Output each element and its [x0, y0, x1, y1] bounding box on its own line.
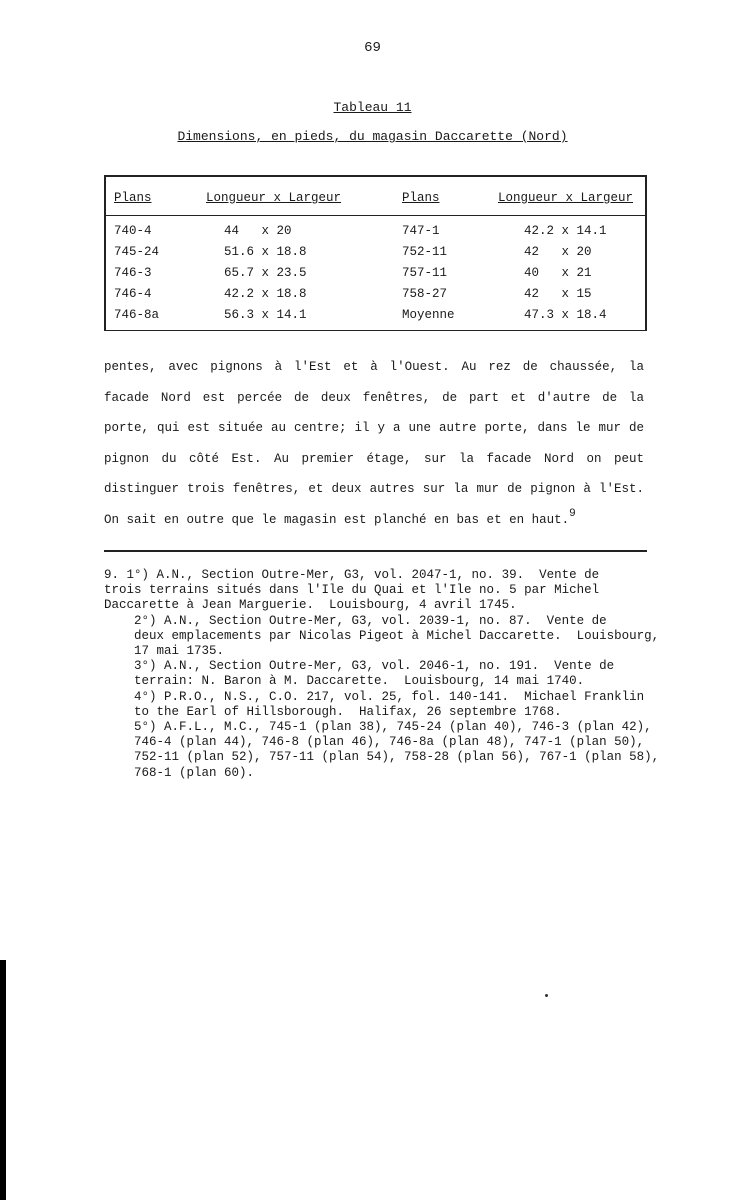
cell-dimensions-right: 42 x 15 — [524, 287, 592, 301]
cell-plan-right: Moyenne — [402, 308, 455, 322]
cell-dimensions-left: 65.7 x 23.5 — [224, 266, 307, 280]
header-plans-left: Plans — [114, 191, 152, 205]
cell-plan-right: 757-11 — [402, 266, 448, 280]
header-dimensions-left: Longueur x Largeur — [206, 191, 342, 205]
footnote: 4°) P.R.O., N.S., C.O. 217, vol. 25, fol. 140-141. Michael Franklin to the Earl of Hillsborough. Halifax, 26 septembre 1768. — [134, 689, 645, 719]
footnote: 3°) A.N., Section Outre-Mer, G3, vol. 2046-1, no. 191. Vente de terrain: N. Baron à M. Daccarette. Louisbourg, 14 mai 1740. — [134, 659, 615, 689]
cell-dimensions-right: 40 x 21 — [524, 266, 592, 280]
cell-plan-left: 746-4 — [114, 287, 152, 301]
table-title: Tableau 11 — [333, 100, 412, 115]
footnote-reference: 9 — [569, 507, 576, 520]
cell-plan-right: 752-11 — [402, 245, 448, 259]
cell-dimensions-left: 42.2 x 18.8 — [224, 287, 307, 301]
table-subtitle: Dimensions, en pieds, du magasin Daccarette (Nord) — [177, 129, 568, 144]
footnote: 2°) A.N., Section Outre-Mer, G3, vol. 2039-1, no. 87. Vente de deux emplacements par Nicolas Pigeot à Michel Daccarette. Louisbourg, 17 mai 1735. — [134, 613, 660, 659]
cell-plan-left: 740-4 — [114, 224, 152, 238]
footnote-separator — [104, 550, 647, 552]
cell-plan-right: 747-1 — [402, 224, 440, 238]
header-dimensions-right: Longueur x Largeur — [498, 191, 634, 205]
scan-speck — [545, 994, 548, 997]
dimensions-table — [104, 175, 647, 331]
body-text: pentes, avec pignons à l'Est et à l'Ouest. Au rez de chaussée, la facade Nord est percée de deux fenêtres, de part et d'autre de la porte, qui est située au centre; il y a une autre porte, dans le mur de pignon du côté Est. Au premier étage, sur la facade Nord on peut distinguer trois fenêtres, et deux autres sur la mur de pignon à l'Est. On sait en outre que le magasin est planché en bas et en haut. — [104, 360, 644, 527]
cell-plan-left: 746-8a — [114, 308, 160, 322]
cell-dimensions-right: 42 x 20 — [524, 245, 592, 259]
page-number: 69 — [364, 40, 381, 56]
cell-dimensions-right: 47.3 x 18.4 — [524, 308, 607, 322]
footnote: 5°) A.F.L., M.C., 745-1 (plan 38), 745-24 (plan 40), 746-3 (plan 42), 746-4 (plan 44), 746-8 (plan 46), 746-8a (plan 48), 747-1 (plan 50), 752-11 (plan 52), 757-11 (plan 54), 758-28 (plan 56), 767-1 (plan 58), 768-1 (plan 60). — [134, 720, 660, 780]
cell-dimensions-left: 56.3 x 14.1 — [224, 308, 307, 322]
body-paragraph — [104, 352, 644, 535]
header-plans-right: Plans — [402, 191, 440, 205]
scan-edge-bar — [0, 960, 6, 1200]
cell-plan-right: 758-27 — [402, 287, 448, 301]
cell-plan-left: 746-3 — [114, 266, 152, 280]
cell-dimensions-right: 42.2 x 14.1 — [524, 224, 607, 238]
footnote: 9. 1°) A.N., Section Outre-Mer, G3, vol. 2047-1, no. 39. Vente de trois terrains situés dans l'Ile du Quai et l'Ile no. 5 par Michel Daccarette à Jean Marguerie. Louisbourg, 4 avril 1745. — [104, 568, 600, 613]
cell-plan-left: 745-24 — [114, 245, 160, 259]
cell-dimensions-left: 51.6 x 18.8 — [224, 245, 307, 259]
cell-dimensions-left: 44 x 20 — [224, 224, 292, 238]
table-header-rule — [106, 215, 645, 216]
footnotes — [104, 568, 660, 781]
